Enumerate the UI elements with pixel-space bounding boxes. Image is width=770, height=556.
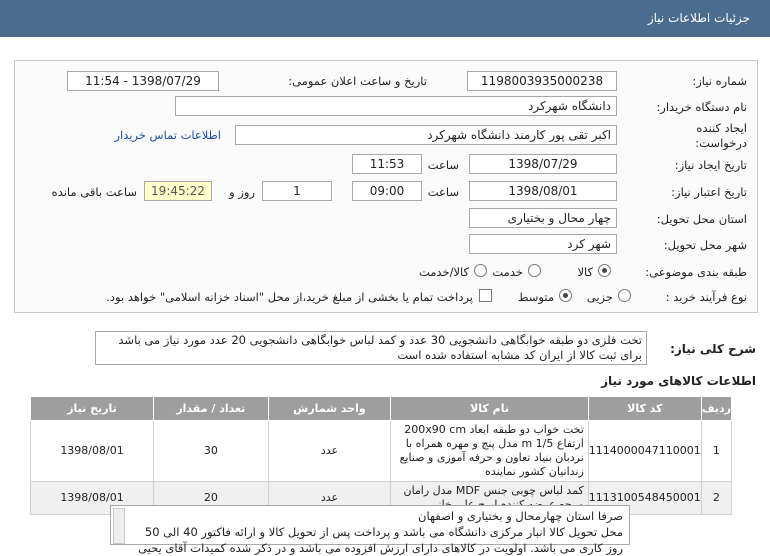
process-minor-radio[interactable] <box>618 289 631 302</box>
created-date-label: تاریخ ایجاد نیاز: <box>674 158 747 172</box>
col-unit: واحد شمارش <box>268 397 391 421</box>
goods-table <box>30 396 732 515</box>
col-name: نام کالا <box>391 397 589 421</box>
days-label: روز و <box>229 185 255 199</box>
buyer-notes-field[interactable] <box>110 505 630 555</box>
buyer-field: دانشگاه شهرکرد <box>175 96 617 116</box>
process-medium-radio[interactable] <box>559 289 572 302</box>
row-index: 1 <box>701 421 731 482</box>
category-goods-label: کالا <box>577 265 593 279</box>
category-both-label: کالا/خدمت <box>418 265 469 279</box>
process-label: نوع فرآیند خرید : <box>665 290 747 304</box>
goods-table-header <box>31 397 732 421</box>
process-medium-label: متوسط <box>517 290 554 304</box>
days-field: 1 <box>262 181 332 201</box>
row-unit: عدد <box>268 482 391 515</box>
creator-field: اکبر تقی پور کارمند دانشگاه شهرکرد <box>235 125 617 145</box>
row-name: کمد لباس چوبی جنس MDF مدل رامان <box>391 482 589 515</box>
need-number-field: 1198003935000238 <box>467 71 617 91</box>
description-field: تخت فلزی دو طبقه خوابگاهی دانشجویی 30 عدد و کمد لباس خوابگاهی دانشجویی 20 عدد مورد نیاز می باشد برای ثبت کالا از ایران کد مشابه استفاده شده است <box>95 331 647 365</box>
col-code: کد کالا <box>588 397 701 421</box>
col-qty: تعداد / مقدار <box>154 397 269 421</box>
remaining-label: ساعت باقی مانده <box>51 185 137 199</box>
city-label: شهر محل تحویل: <box>663 238 747 252</box>
payment-note: پرداخت تمام یا بخشی از مبلغ خرید،از محل "اسناد خزانه اسلامی" خواهد بود. <box>106 290 473 304</box>
category-service-radio[interactable] <box>528 264 541 277</box>
created-time-field: 11:53 <box>352 154 422 174</box>
remaining-time-field: 19:45:22 <box>144 181 212 201</box>
announce-label: تاریخ و ساعت اعلان عمومی: <box>288 74 427 88</box>
note-line: محل تحویل کالا انبار مرکزی دانشگاه می باشد و پرداخت پس از تحویل کالا و ارائه فاکتور 40 الی 50 <box>144 525 623 539</box>
row-date: 1398/08/01 <box>31 421 154 482</box>
table-row <box>31 421 732 482</box>
need-number-label: شماره نیاز: <box>692 74 747 88</box>
description-label: شرح کلی نیاز: <box>670 342 756 356</box>
province-label: استان محل تحویل: <box>656 212 747 226</box>
row-unit: عدد <box>268 421 391 482</box>
details-panel <box>14 60 758 313</box>
row-code: 1113100548450001 <box>588 482 701 515</box>
goods-section-title: اطلاعات کالاهای مورد نیاز <box>601 374 756 388</box>
category-label: طبقه بندی موضوعی: <box>645 265 747 279</box>
valid-time-field: 09:00 <box>352 181 422 201</box>
row-date: 1398/08/01 <box>31 482 154 515</box>
row-qty: 20 <box>154 482 269 515</box>
valid-date-label: تاریخ اعتبار نیاز: <box>671 185 747 199</box>
process-minor-label: جزیی <box>586 290 613 304</box>
treasury-checkbox[interactable] <box>479 289 492 302</box>
note-line: روز کاری می باشد. اولویت در کالاهای دارای ارزش افزوده می باشد و در ذکر شده کمیدات آقای یحیی <box>138 541 623 555</box>
title-bar <box>0 0 770 37</box>
row-name: تخت خواب دو طبقه ابعاد 200x90 cm ارتفاع m 1/5 مدل پنج و مهره همراه با نردبان بنیاد تعاون و حرفه آموزی و صنایع زندانیان کشور نماینده <box>391 421 589 482</box>
note-line: صرفا استان چهارمحال و بختیاری و اصفهان <box>418 509 623 523</box>
row-code: 1114000047110001 <box>588 421 701 482</box>
category-service-label: خدمت <box>492 265 523 279</box>
notes-scrollbar[interactable] <box>113 508 125 544</box>
creator-label-line2: درخواست: <box>695 136 747 150</box>
category-both-radio[interactable] <box>474 264 487 277</box>
creator-label-line1: ایجاد کننده <box>696 121 747 135</box>
province-field: چهار محال و بختیاری <box>469 208 617 228</box>
created-date-field: 1398/07/29 <box>469 154 617 174</box>
row-qty: 30 <box>154 421 269 482</box>
announce-field: 1398/07/29 - 11:54 <box>67 71 219 91</box>
category-goods-radio[interactable] <box>598 264 611 277</box>
row-index: 2 <box>701 482 731 515</box>
valid-time-label: ساعت <box>427 185 459 199</box>
page-title: جزئیات اطلاعات نیاز <box>647 11 750 25</box>
buyer-contact-link[interactable]: اطلاعات تماس خریدار <box>114 128 221 142</box>
col-date: تاریخ نیاز <box>31 397 154 421</box>
city-field: شهر کرد <box>469 234 617 254</box>
buyer-label: نام دستگاه خریدار: <box>656 100 747 114</box>
created-time-label: ساعت <box>427 158 459 172</box>
col-index: ردیف <box>701 397 731 421</box>
valid-date-field: 1398/08/01 <box>469 181 617 201</box>
